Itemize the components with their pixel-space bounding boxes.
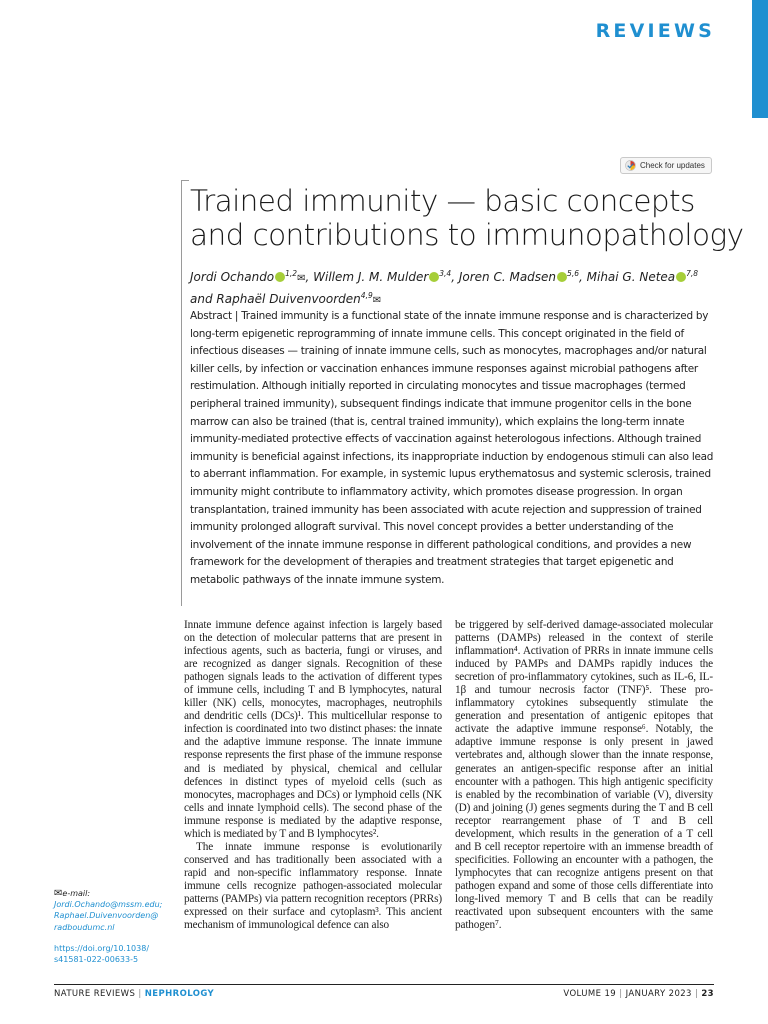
author-name[interactable]: Jordi Ochando $^{1,2}$✉, [190, 269, 314, 284]
title-rule-vertical [181, 180, 182, 606]
email-link[interactable]: Jordi.Ochando@mssm.edu; [54, 900, 163, 910]
email-icon[interactable]: ✉ [372, 295, 382, 306]
email-link[interactable]: radboudumc.nl [54, 922, 115, 932]
page-number: 23 [701, 989, 714, 999]
correspondence-note [54, 888, 169, 965]
check-updates-icon [625, 160, 636, 171]
orcid-icon[interactable] [676, 272, 686, 282]
orcid-icon[interactable] [429, 272, 439, 282]
footer-publisher: NATURE REVIEWS [54, 989, 136, 999]
orcid-icon[interactable] [557, 272, 567, 282]
orcid-icon[interactable] [275, 272, 285, 282]
body-paragraph: be triggered by self-derived damage-associated molecular patterns (DAMPs) released in the context of sterile inflammation⁴. Activation of PRRs in innate immune cells induced by PAMPs and DAMPs rapidly induces the secretion of pro-inflammatory cytokines, such as IL-6, IL-1β and tumour necrosis factor (TNF)⁵. These pro-inflammatory cytokines subsequently stimulate the generation and presentation of antigenic epitopes that activate the adaptive immune response⁶. Notably, the adaptive immune response is only present in jawed vertebrates and, although slower than the innate response, generates an antigen-specific response after an initial encounter with a pathogen. This high antigenic specificity is enabled by the recombination of variable (V), diversity (D) and joining (J) genes segments during the T and B cell receptor rearrangement phase of T and B cell development, which results in the generation of a T cell and B cell receptor repertoire with an immense breadth of specificities. Following an encounter with a pathogen, the lymphocytes that can recognize antigens present on that pathogen expand and some of those cells differentiate into long-lived memory T and B cells that can be readily reactivated upon subsequent encounters with the same pathogen⁷. [455, 619, 713, 932]
author-name[interactable]: Joren C. Madsen $^{5,6}$, [458, 269, 587, 284]
footer-date: JANUARY 2023 [625, 989, 692, 999]
body-column-left [184, 619, 442, 932]
email-icon[interactable]: ✉ [297, 273, 306, 284]
body-paragraph: Innate immune defence against infection is largely based on the detection of molecular patterns that are present in infectious agents, such as bacteria, fungi or viruses, and are recognized as danger signals. Recognition of these pathogen signals leads to the activation of different types of immune cells, including T and B lymphocytes, natural killer (NK) cells, monocytes, macrophages, neutrophils and dendritic cells (DCs)¹. This multicellular response to infection is coordinated into two distinct phases: the innate and the adaptive immune response. The innate immune response represents the first phase of the immune response and is mediated by physical, chemical and cellular defences in distinct types of myeloid cells (such as monocytes, macrophages and DCs) or lymphoid cells (NK cells and innate lymphoid cells). The second phase of the immune response is mediated by the adaptive response, which is mediated by T and B lymphocytes². [184, 619, 442, 840]
article-title: Trained immunity — basic concepts and contributions to immunopathology [190, 184, 744, 252]
email-label: ✉e-mail: [54, 888, 91, 899]
section-color-tab [752, 0, 768, 118]
email-icon: ✉ [54, 888, 63, 899]
footer-issue: VOLUME 19 | JANUARY 2023 | 23 [563, 989, 714, 999]
check-for-updates-button[interactable] [620, 157, 712, 174]
email-link[interactable]: Raphael.Duivenvoorden@ [54, 911, 159, 921]
footer-journal: NATURE REVIEWS | NEPHROLOGY [54, 989, 215, 999]
section-label: REVIEWS [595, 20, 715, 42]
footer-rule [54, 984, 714, 985]
author-name[interactable]: Mihai G. Netea $^{7,8}$ [586, 269, 699, 284]
check-updates-label: Check for updates [640, 161, 705, 170]
title-rule-horizontal [181, 180, 189, 181]
footer-volume: VOLUME 19 [563, 989, 617, 999]
abstract: Abstract | Trained immunity is a functional state of the innate immune response and is characterized by long-term epigenetic reprogramming of innate immune cells. This concept originated in the field of infectious diseases — training of innate immune cells, such as monocytes, macrophages and/or natural killer cells, by infection or vaccination enhances immune responses against microbial pathogens after restimulation. Although initially reported in circulating monocytes and tissue macrophages (termed peripheral trained immunity), subsequent findings indicate that immune progenitor cells in the bone marrow can also be trained (that is, central trained immunity), which explains the long-term innate immunity-mediated protective effects of vaccination against heterologous infections. Although trained immunity is beneficial against infections, its inappropriate induction by endogenous stimuli can also lead to aberrant inflammation. For example, in systemic lupus erythematosus and systemic sclerosis, trained immunity might contribute to inflammatory activity, which promotes disease progression. In organ transplantation, trained immunity has been associated with acute rejection and suppression of trained immunity prolonged allograft survival. This novel concept provides a better understanding of the involvement of the innate immune response in different pathological conditions, and provides a new framework for the development of therapies and treatment strategies that target epigenetic and metabolic pathways of the innate immune system. [190, 310, 714, 586]
author-name[interactable]: Willem J. M. Mulder $^{3,4}$, [313, 269, 459, 284]
doi-link[interactable]: https://doi.org/10.1038/ s41581-022-00633-5 [54, 943, 150, 965]
author-list [190, 265, 735, 309]
author-name[interactable]: and Raphaël Duivenvoorden$^{4,9}$✉ [190, 291, 382, 306]
body-paragraph: The innate immune response is evolutionarily conserved and has traditionally been associated with a rapid and non-specific inflammatory response. Innate immune cells recognize pathogen-associated molecular patterns (PAMPs) via pattern recognition receptors (PRRs) expressed on their surface and cytoplasm³. This ancient mechanism of immunological defence can also [184, 840, 442, 932]
body-column-right [455, 619, 713, 932]
footer-journal-section: NEPHROLOGY [144, 989, 215, 999]
